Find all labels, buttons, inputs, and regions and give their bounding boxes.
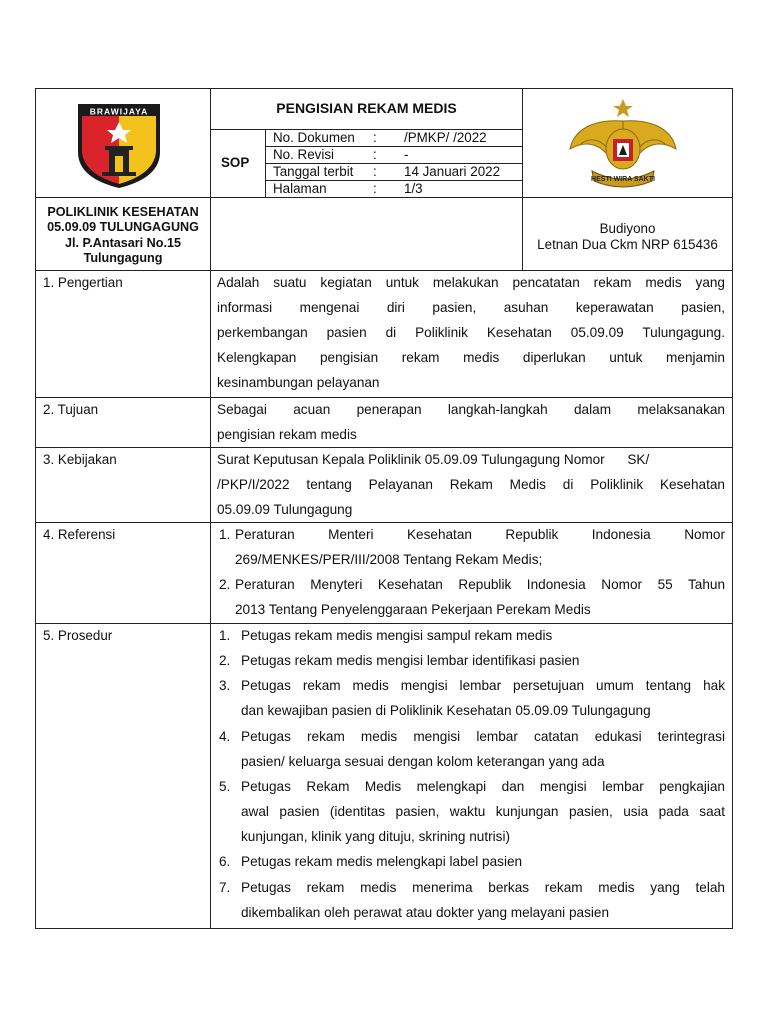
list-item-line: dikembalikan oleh perawat atau dokter yang melayani pasien [241,905,610,920]
clinic-address: Jl. P.Antasari No.15 [65,236,181,250]
list-item-line: kunjungan, klinik yang dituju, skrining nutrisi) [241,829,510,844]
meta-sep: : [373,130,377,145]
list-item-line: awal pasien (identitas pasien, waktu kunjungan pasien, usia pada saat [241,804,725,819]
text-line: /PKP/I/2022 tentang Pelayanan Rekam Medis di Poliklinik Kesehatan [217,477,725,492]
text-line: informasi mengenai diri pasien, asuhan keperawatan pasien, [217,300,725,315]
text-line: Surat Keputusan Kepala Poliklinik 05.09.09 Tulungagung Nomor SK/ [217,452,650,467]
list-number: 5. [219,779,231,794]
document-title: PENGISIAN REKAM MEDIS [276,100,457,116]
meta-sep: : [373,164,377,179]
text-line: Sebagai acuan penerapan langkah-langkah dalam melaksanakan [217,402,725,417]
list-item-line: 269/MENKES/PER/III/2008 Tentang Rekam Medis; [235,552,543,567]
text-line: Kelengkapan pengisian rekam medis diperlukan untuk menjamin [217,350,725,365]
signer-name: Budiyono [599,221,656,236]
list-number: 1. [219,527,231,542]
list-item-line: Petugas rekam medis menerima berkas rekam medis yang telah [241,880,725,895]
brawijaya-logo [75,100,163,190]
meta-sep: : [373,147,377,162]
list-item-line: Petugas rekam medis mengisi lembar persetujuan umum tentang hak [241,678,725,693]
text-line: 05.09.09 Tulungagung [217,502,353,517]
list-item-line: Peraturan Menyteri Kesehatan Republik Indonesia Nomor 55 Tahun [235,577,725,592]
text-line: kesinambungan pelayanan [217,375,380,390]
list-item-line: Petugas rekam medis melengkapi label pasien [241,854,523,869]
signer-rank: Letnan Dua Ckm NRP 615436 [537,237,718,252]
list-item-line: Petugas rekam medis mengisi lembar catatan edukasi terintegrasi [241,729,725,744]
section-label-prosedur: 5. Prosedur [43,628,113,643]
meta-doc-number-value: /PMKP/ /2022 [404,130,487,145]
list-number: 2. [219,653,231,668]
section-label-kebijakan: 3. Kebijakan [43,452,117,467]
list-item-line: Petugas rekam medis mengisi lembar identifikasi pasien [241,653,580,668]
meta-page-label: Halaman [273,181,327,196]
clinic-name: POLIKLINIK KESEHATAN [47,205,199,219]
list-number: 4. [219,729,231,744]
meta-revision-label: No. Revisi [273,147,335,162]
meta-issue-date-value: 14 Januari 2022 [404,164,501,179]
list-number: 3. [219,678,231,693]
meta-sep: : [373,181,377,196]
meta-revision-value: - [404,147,409,162]
section-label-tujuan: 2. Tujuan [43,402,99,417]
list-item-line: Petugas rekam medis mengisi sampul rekam medis [241,628,553,643]
section-label-pengertian: 1. Pengertian [43,275,123,290]
army-emblem-logo [566,97,680,191]
list-item-line: dan kewajiban pasien di Poliklinik Kesehatan 05.09.09 Tulungagung [241,703,651,718]
meta-page-value: 1/3 [404,181,423,196]
list-number: 7. [219,880,231,895]
text-line: perkembangan pasien di Poliklinik Kesehatan 05.09.09 Tulungagung. [217,325,725,340]
list-item-line: pasien/ keluarga sesuai dengan kolom keterangan yang ada [241,754,605,769]
sop-label: SOP [221,155,250,170]
list-number: 6. [219,854,231,869]
clinic-unit: 05.09.09 TULUNGAGUNG [47,220,199,234]
section-label-referensi: 4. Referensi [43,527,116,542]
list-item-line: Peraturan Menteri Kesehatan Republik Indonesia Nomor [235,527,725,542]
list-number: 2. [219,577,231,592]
list-number: 1. [219,628,231,643]
text-line: Adalah suatu kegiatan untuk melakukan pencatatan rekam medis yang [217,275,725,290]
text-line: pengisian rekam medis [217,427,357,442]
army-emblem-text: HESTI WIRA SAKTI [591,176,655,183]
meta-issue-date-label: Tanggal terbit [273,164,354,179]
list-item-line: 2013 Tentang Penyelenggaraan Pekerjaan Perekam Medis [235,602,591,617]
clinic-city: Tulungagung [83,251,163,265]
list-item-line: Petugas Rekam Medis melengkapi dan mengisi lembar pengkajian [241,779,725,794]
meta-doc-number-label: No. Dokumen [273,130,355,145]
brawijaya-logo-text: BRAWIJAYA [89,106,149,117]
